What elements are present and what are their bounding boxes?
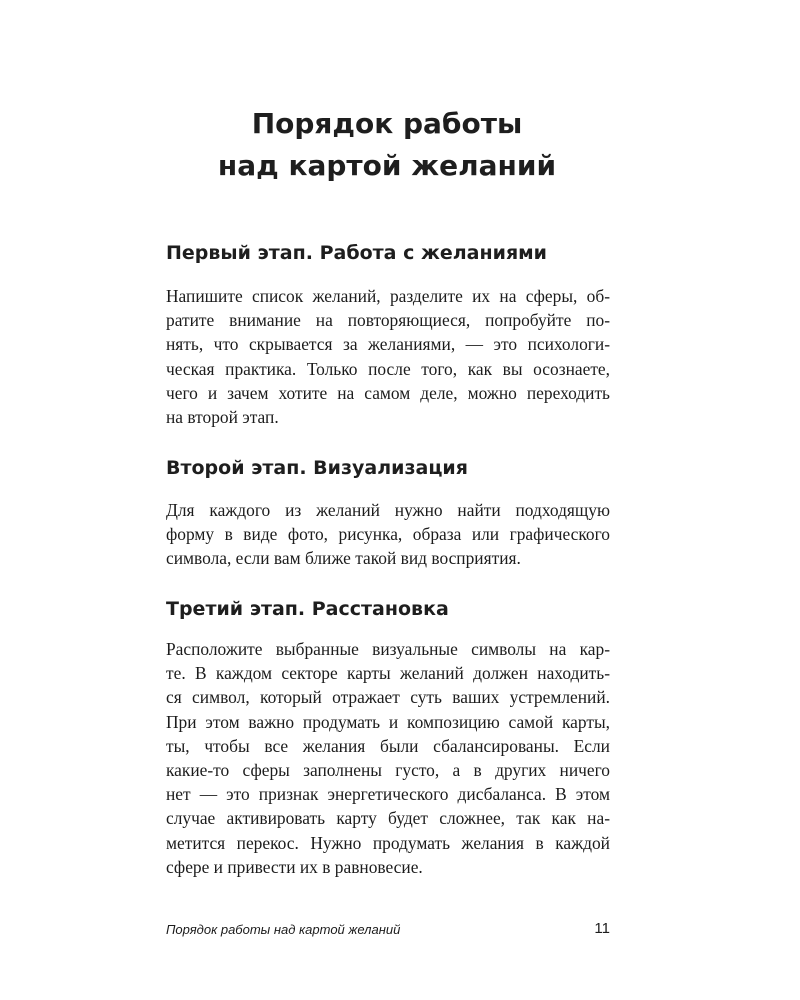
paragraph-line: При этом важно продумать и композицию самой карты, [166,711,610,732]
paragraph-line: Напишите список желаний, разделите их на сферы, об- [166,286,610,306]
section-heading-3: Третий этап. Расстановка [166,598,449,620]
paragraph-line: нет — это признак энергетического дисбаланса. В этом [166,784,610,805]
paragraph-line: ты, чтобы все желания были сбалансированы. Если [166,735,610,756]
section-heading-2: Второй этап. Визуализация [166,457,468,479]
paragraph-line: Для каждого из желаний нужно найти подходящую [166,500,610,520]
paragraph-line: на второй этап. [166,407,279,428]
running-footer-title: Порядок работы над картой желаний [166,922,401,937]
page-title-line-2: над картой желаний [217,149,557,182]
section-heading-1: Первый этап. Работа с желаниями [166,242,547,264]
paragraph-line: ся символ, который отражает суть ваших устремлений. [166,687,610,708]
page-number: 11 [594,920,610,937]
paragraph-line: символа, если вам ближе такой вид восприятия. [166,548,521,569]
section-paragraph-1 [166,284,610,429]
page-title-line-1: Порядок работы [251,107,523,140]
paragraph-line: ратите внимание на повторяющиеся, попробуйте по- [166,310,610,331]
paragraph-line: форму в виде фото, рисунка, образа или графического [166,524,610,545]
paragraph-line: чего и зачем хотите на самом деле, можно переходить [166,382,610,403]
paragraph-line: какие-то сферы заполнены густо, а в других ничего [166,760,610,781]
paragraph-line: сфере и привести их в равновесие. [166,856,423,877]
paragraph-line: ческая практика. Только после того, как вы осознаете, [166,358,610,379]
paragraph-line: случае активировать карту будет сложнее, так как на- [166,808,610,829]
paragraph-line: те. В каждом секторе карты желаний должен находить- [166,663,610,684]
section-paragraph-2 [166,498,610,571]
paragraph-line: Расположите выбранные визуальные символы на кар- [166,639,610,659]
page-title [0,103,774,187]
section-paragraph-3 [166,637,610,879]
paragraph-line: метится перекос. Нужно продумать желания в каждой [166,832,610,853]
paragraph-line: нять, что скрывается за желаниями, — это психологи- [166,334,610,355]
